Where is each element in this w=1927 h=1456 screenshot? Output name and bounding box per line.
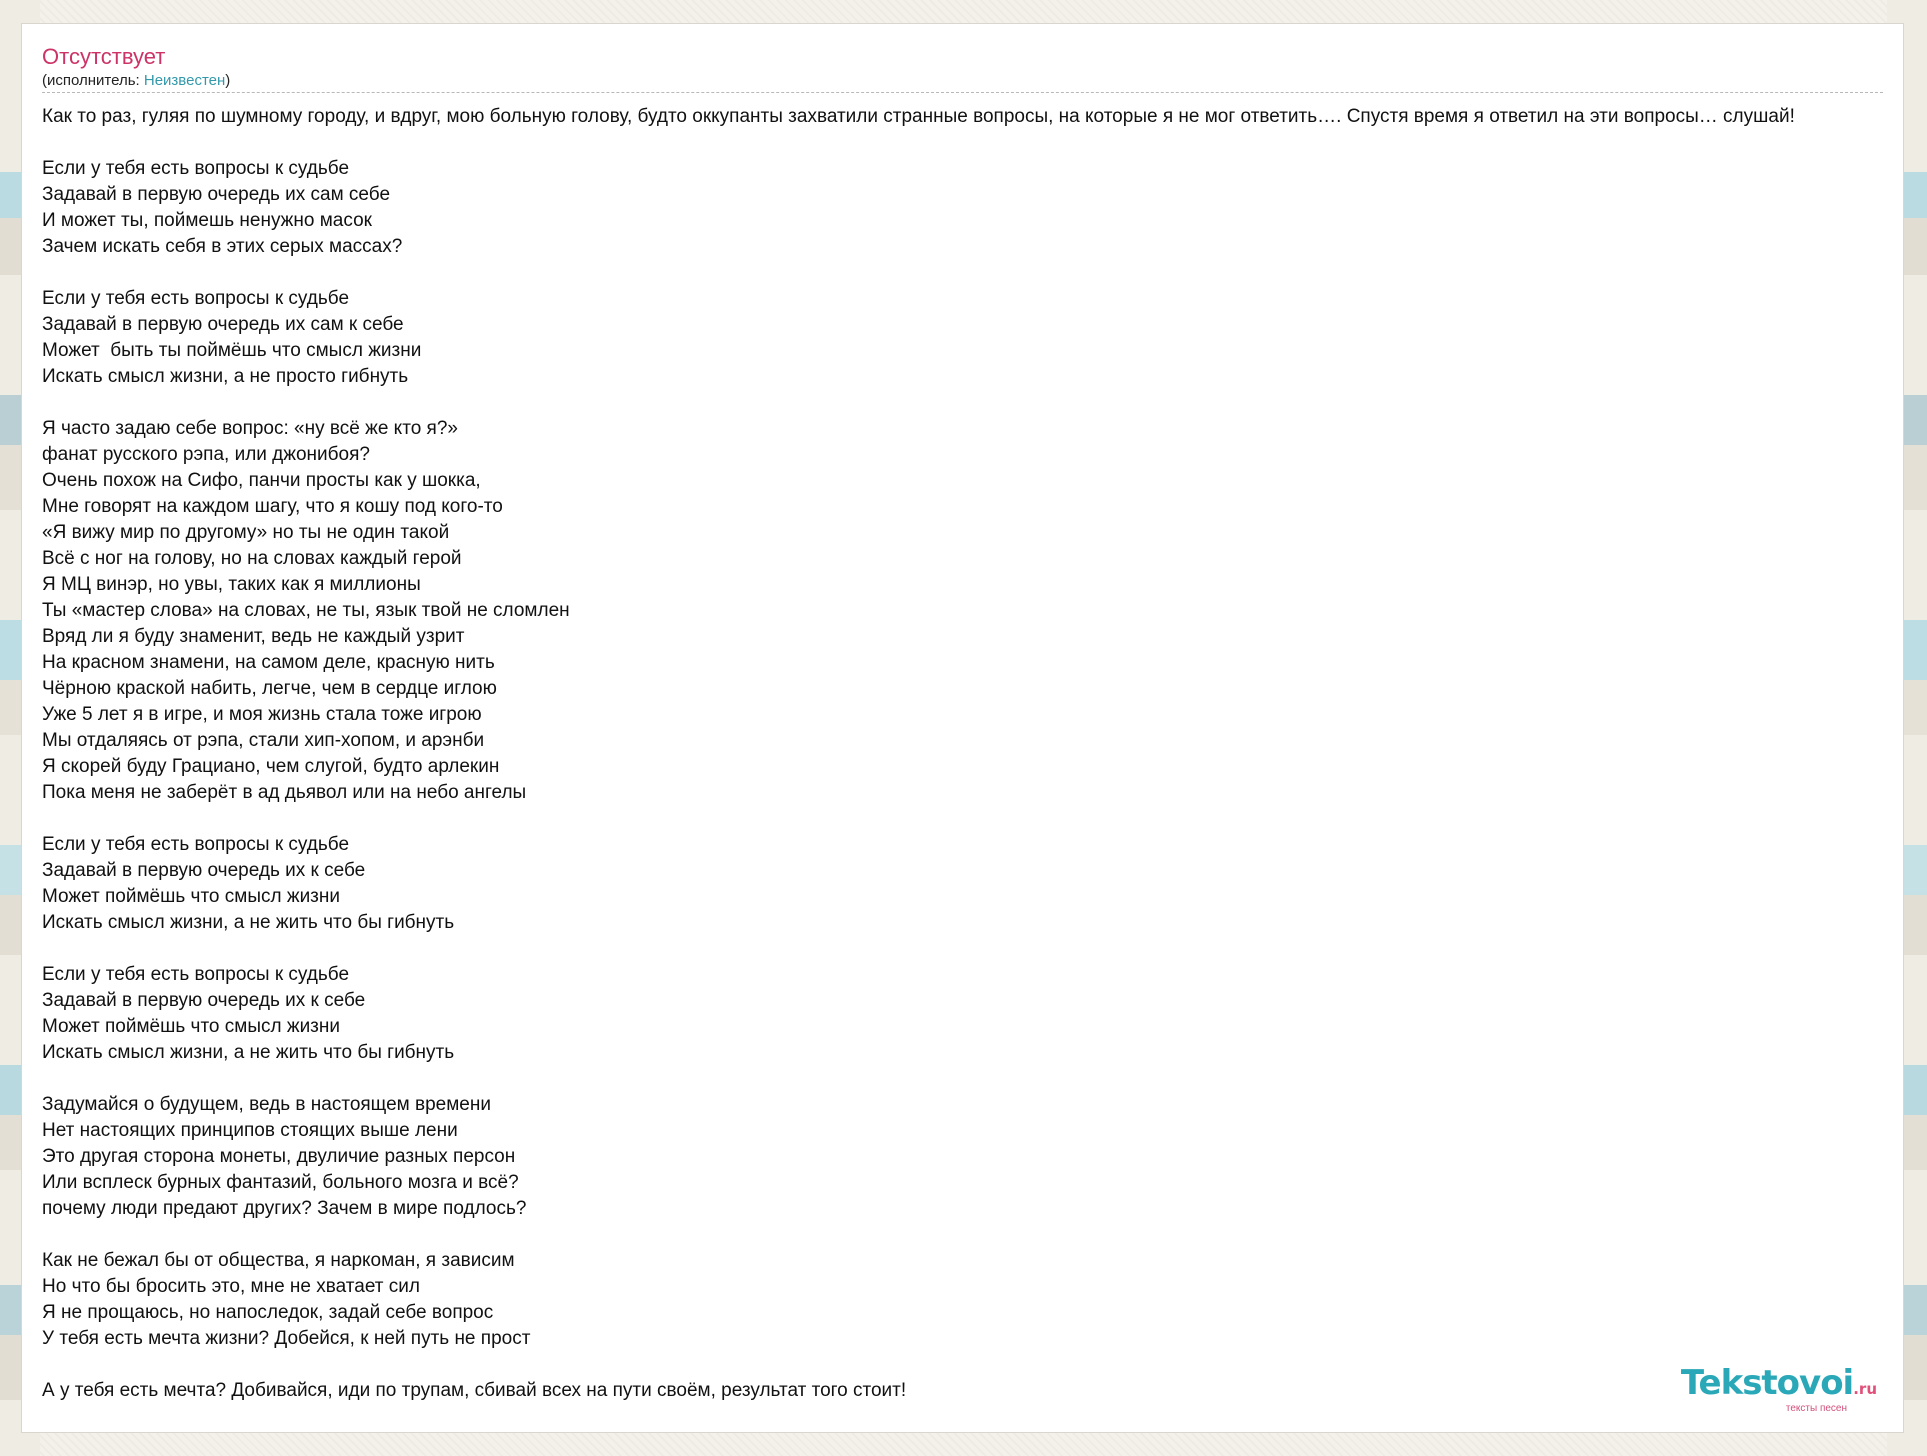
lyric-line: Искать смысл жизни, а не жить что бы гибнуть	[42, 912, 455, 933]
lyric-line: У тебя есть мечта жизни? Добейся, к ней путь не прост	[42, 1328, 531, 1349]
artist-link[interactable]: Неизвестен	[143, 72, 226, 89]
lyric-line: Может поймёшь что смысл жизни	[42, 1016, 340, 1037]
lyric-line: Всё с ног на голову, но на словах каждый герой	[42, 548, 462, 569]
lyric-line: Мне говорят на каждом шагу, что я кошу под кого-то	[42, 496, 503, 517]
logo-brand-text: Tekstovoi	[1680, 1363, 1854, 1403]
lyrics-card	[21, 23, 1904, 1433]
lyric-line: Пока меня не заберёт в ад дьявол или на небо ангелы	[42, 782, 527, 803]
lyric-line: Если у тебя есть вопросы к судьбе	[42, 834, 350, 855]
lyric-line: Ты «мастер слова» на словах, не ты, язык твой не сломлен	[42, 600, 570, 621]
lyrics-text	[42, 104, 1904, 1404]
title-divider	[42, 92, 1883, 93]
lyric-line: На красном знамени, на самом деле, красную нить	[42, 652, 495, 673]
lyric-line: Зачем искать себя в этих серых массах?	[42, 236, 403, 257]
lyric-line: Чёрною краской набить, легче, чем в сердце иглою	[42, 678, 497, 699]
lyric-line: Может быть ты поймёшь что смысл жизни	[42, 340, 422, 361]
lyric-line: Как не бежал бы от общества, я наркоман, я зависим	[42, 1250, 515, 1271]
lyric-line: Я МЦ винэр, но увы, таких как я миллионы	[42, 574, 421, 595]
lyric-line: Или всплеск бурных фантазий, больного мозга и всё?	[42, 1172, 519, 1193]
lyric-line	[42, 390, 1904, 416]
lyric-line: Задавай в первую очередь их сам себе	[42, 184, 391, 205]
lyric-line	[42, 1352, 1904, 1378]
lyric-line: Я часто задаю себе вопрос: «ну всё же кто я?»	[42, 418, 458, 439]
lyric-line: Нет настоящих принципов стоящих выше лени	[42, 1120, 458, 1141]
lyric-line: фанат русского рэпа, или джонибоя?	[42, 444, 370, 465]
logo-brand	[1681, 1365, 1877, 1407]
lyric-line: Задумайся о будущем, ведь в настоящем времени	[42, 1094, 491, 1115]
lyric-line: Искать смысл жизни, а не жить что бы гибнуть	[42, 1042, 455, 1063]
lyric-line	[42, 1222, 1904, 1248]
lyric-line	[42, 130, 1904, 156]
lyric-line: Задавай в первую очередь их сам к себе	[42, 314, 404, 335]
lyric-line	[42, 260, 1904, 286]
lyric-line	[42, 1066, 1904, 1092]
lyric-line: Очень похож на Сифо, панчи просты как у шокка,	[42, 470, 481, 491]
lyric-line: Мы отдаляясь от рэпа, стали хип-хопом, и арэнби	[42, 730, 485, 751]
lyric-line: Задавай в первую очередь их к себе	[42, 860, 366, 881]
lyric-line: Я скорей буду Грациано, чем слугой, будто арлекин	[42, 756, 500, 777]
lyric-line: почему люди предают других? Зачем в мире подлось?	[42, 1198, 527, 1219]
lyric-line: Я не прощаюсь, но напоследок, задай себе вопрос	[42, 1302, 494, 1323]
lyric-line: Если у тебя есть вопросы к судьбе	[42, 964, 350, 985]
artist-suffix: )	[225, 72, 231, 89]
lyric-line: «Я вижу мир по другому» но ты не один такой	[42, 522, 450, 543]
lyric-line: Задавай в первую очередь их к себе	[42, 990, 366, 1011]
lyric-line: Вряд ли я буду знаменит, ведь не каждый узрит	[42, 626, 465, 647]
lyric-line: А у тебя есть мечта? Добивайся, иди по трупам, сбивай всех на пути своём, результат того стоит!	[42, 1380, 907, 1401]
logo-tld: .ru	[1853, 1380, 1877, 1398]
lyric-line	[42, 936, 1904, 962]
lyric-line: Если у тебя есть вопросы к судьбе	[42, 288, 350, 309]
logo-tagline: тексты песен	[1785, 1403, 1847, 1414]
lyric-line: Как то раз, гуляя по шумному городу, и вдруг, мою больную голову, будто оккупанты захватили странные вопросы, на которые я не мог ответить…. Спустя время я ответил на эти вопросы… слушай!	[42, 106, 1795, 127]
lyric-line: Но что бы бросить это, мне не хватает сил	[42, 1276, 420, 1297]
lyric-line: Искать смысл жизни, а не просто гибнуть	[42, 366, 409, 387]
artist-prefix: (исполнитель:	[42, 72, 144, 89]
lyric-line: Может поймёшь что смысл жизни	[42, 886, 340, 907]
lyric-line	[42, 806, 1904, 832]
lyric-line: Если у тебя есть вопросы к судьбе	[42, 158, 350, 179]
site-logo[interactable]	[1681, 1365, 1877, 1414]
lyric-line: Уже 5 лет я в игре, и моя жизнь стала тоже игрою	[42, 704, 482, 725]
lyric-line: И может ты, поймешь ненужно масок	[42, 210, 372, 231]
lyric-line: Это другая сторона монеты, двуличие разных персон	[42, 1146, 516, 1167]
artist-line	[42, 72, 230, 90]
song-title: Отсутствует	[42, 44, 166, 69]
